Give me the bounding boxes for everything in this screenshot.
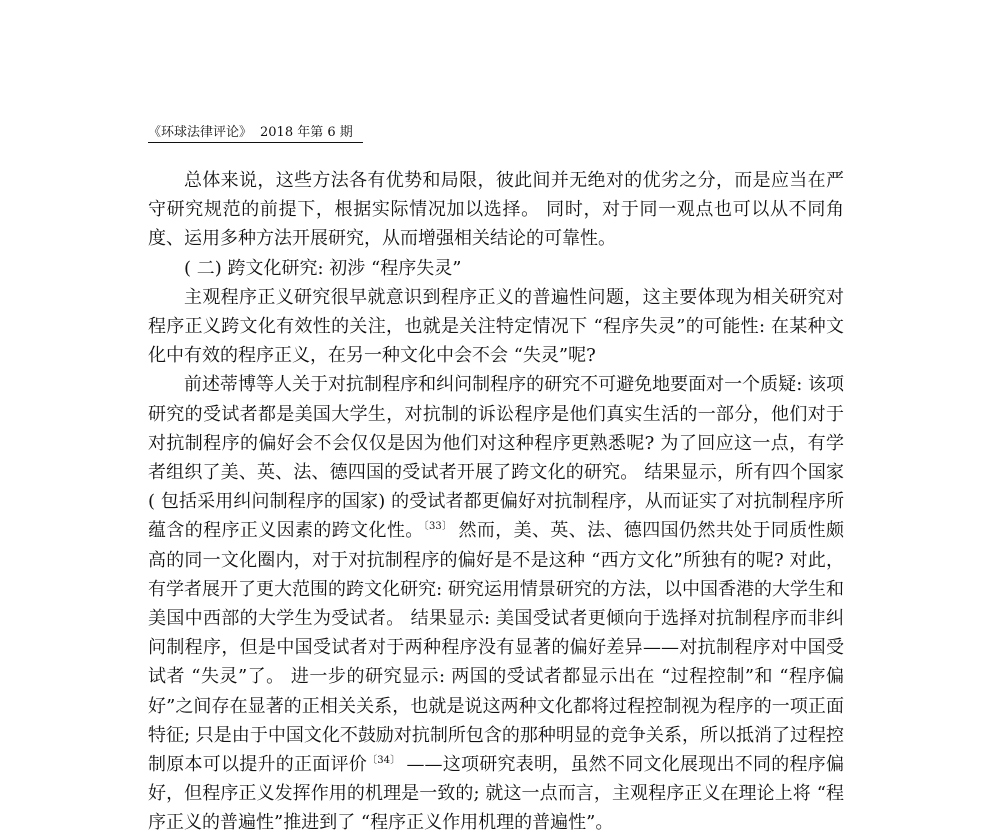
footnote-ref-33[interactable]: 〔33〕: [423, 521, 453, 533]
paragraph-text-part-1: 前述蒂博等人关于对抗制程序和纠问制程序的研究不可避免地要面对一个质疑: 该项研究的受试者都是美国大学生，对抗制的诉讼程序是他们真实生活的一部分，他们对于对抗制程序的偏好会不会仅仅是因为他们对这种程序更熟悉呢? 为了回应这一点，有学者组织了美、英、法、德四国的受试者开展了跨文化的研究。 结果显示，所有四个国家( 包括采用纠问制程序的国家) 的受试者都更偏好对抗制程序，从而证实了对抗制程序所蕴含的程序正义因素的跨文化性。: [148, 374, 844, 542]
paragraph-text-part-2: 然而，美、英、法、德四国仍然共处于同质性颇高的同一文化圈内，对于对抗制程序的偏好是不是这种 “西方文化”所独有的呢? 对此，有学者展开了更大范围的跨文化研究: 研究运用情景研究的方法，以中国香港的大学生和美国中西部的大学生为受试者。 结果显示: 美国受试者更倾向于选择对抗制程序而非纠问制程序，但是中国受试者对于两种程序没有显著的偏好差异——对抗制程序对中国受试者 “失灵”了。 进一步的研究显示: 两国的受试者都显示出在 “过程控制”和 “程序偏好”之间存在显著的正相关关系，也就是说这两种文化都将过程控制视为程序的一项正面特征; 只是由于中国文化不鼓励对抗制所包含的那种明显的竞争关系，所以抵消了过程控制原本可以提升的正面评价: [148, 520, 844, 776]
journal-issue: 2018 年第 6 期: [260, 125, 353, 140]
paragraph-universality: 主观程序正义研究很早就意识到程序正义的普遍性问题，这主要体现为相关研究对程序正义跨文化有效性的关注，也就是关注特定情况下 “程序失灵”的可能性: 在某种文化中有效的程序正义，在另一种文化中会不会 “失灵”呢?: [148, 286, 844, 367]
article-body: [148, 166, 844, 838]
section-heading-cross-cultural: ( 二) 跨文化研究: 初涉 “程序失灵”: [184, 257, 462, 279]
running-header: [148, 124, 363, 143]
paragraph-text-part-3: ——这项研究表明，虽然不同文化展现出不同的程序偏好，但程序正义发挥作用的机理是一致的; 就这一点而言，主观程序正义在理论上将 “程序正义的普遍性”推进到了 “程序正义作用机理的普遍性”。: [148, 754, 844, 834]
paragraph-cross-cultural-study: [148, 370, 844, 837]
footnote-ref-34[interactable]: 〔34〕: [367, 755, 401, 767]
journal-title: 《环球法律评论》: [148, 125, 253, 140]
paragraph-methods-summary: 总体来说，这些方法各有优势和局限，彼此间并无绝对的优劣之分，而是应当在严守研究规范的前提下，根据实际情况加以选择。 同时，对于同一观点也可以从不同角度、运用多种方法开展研究，从而增强相关结论的可靠性。: [148, 170, 844, 250]
